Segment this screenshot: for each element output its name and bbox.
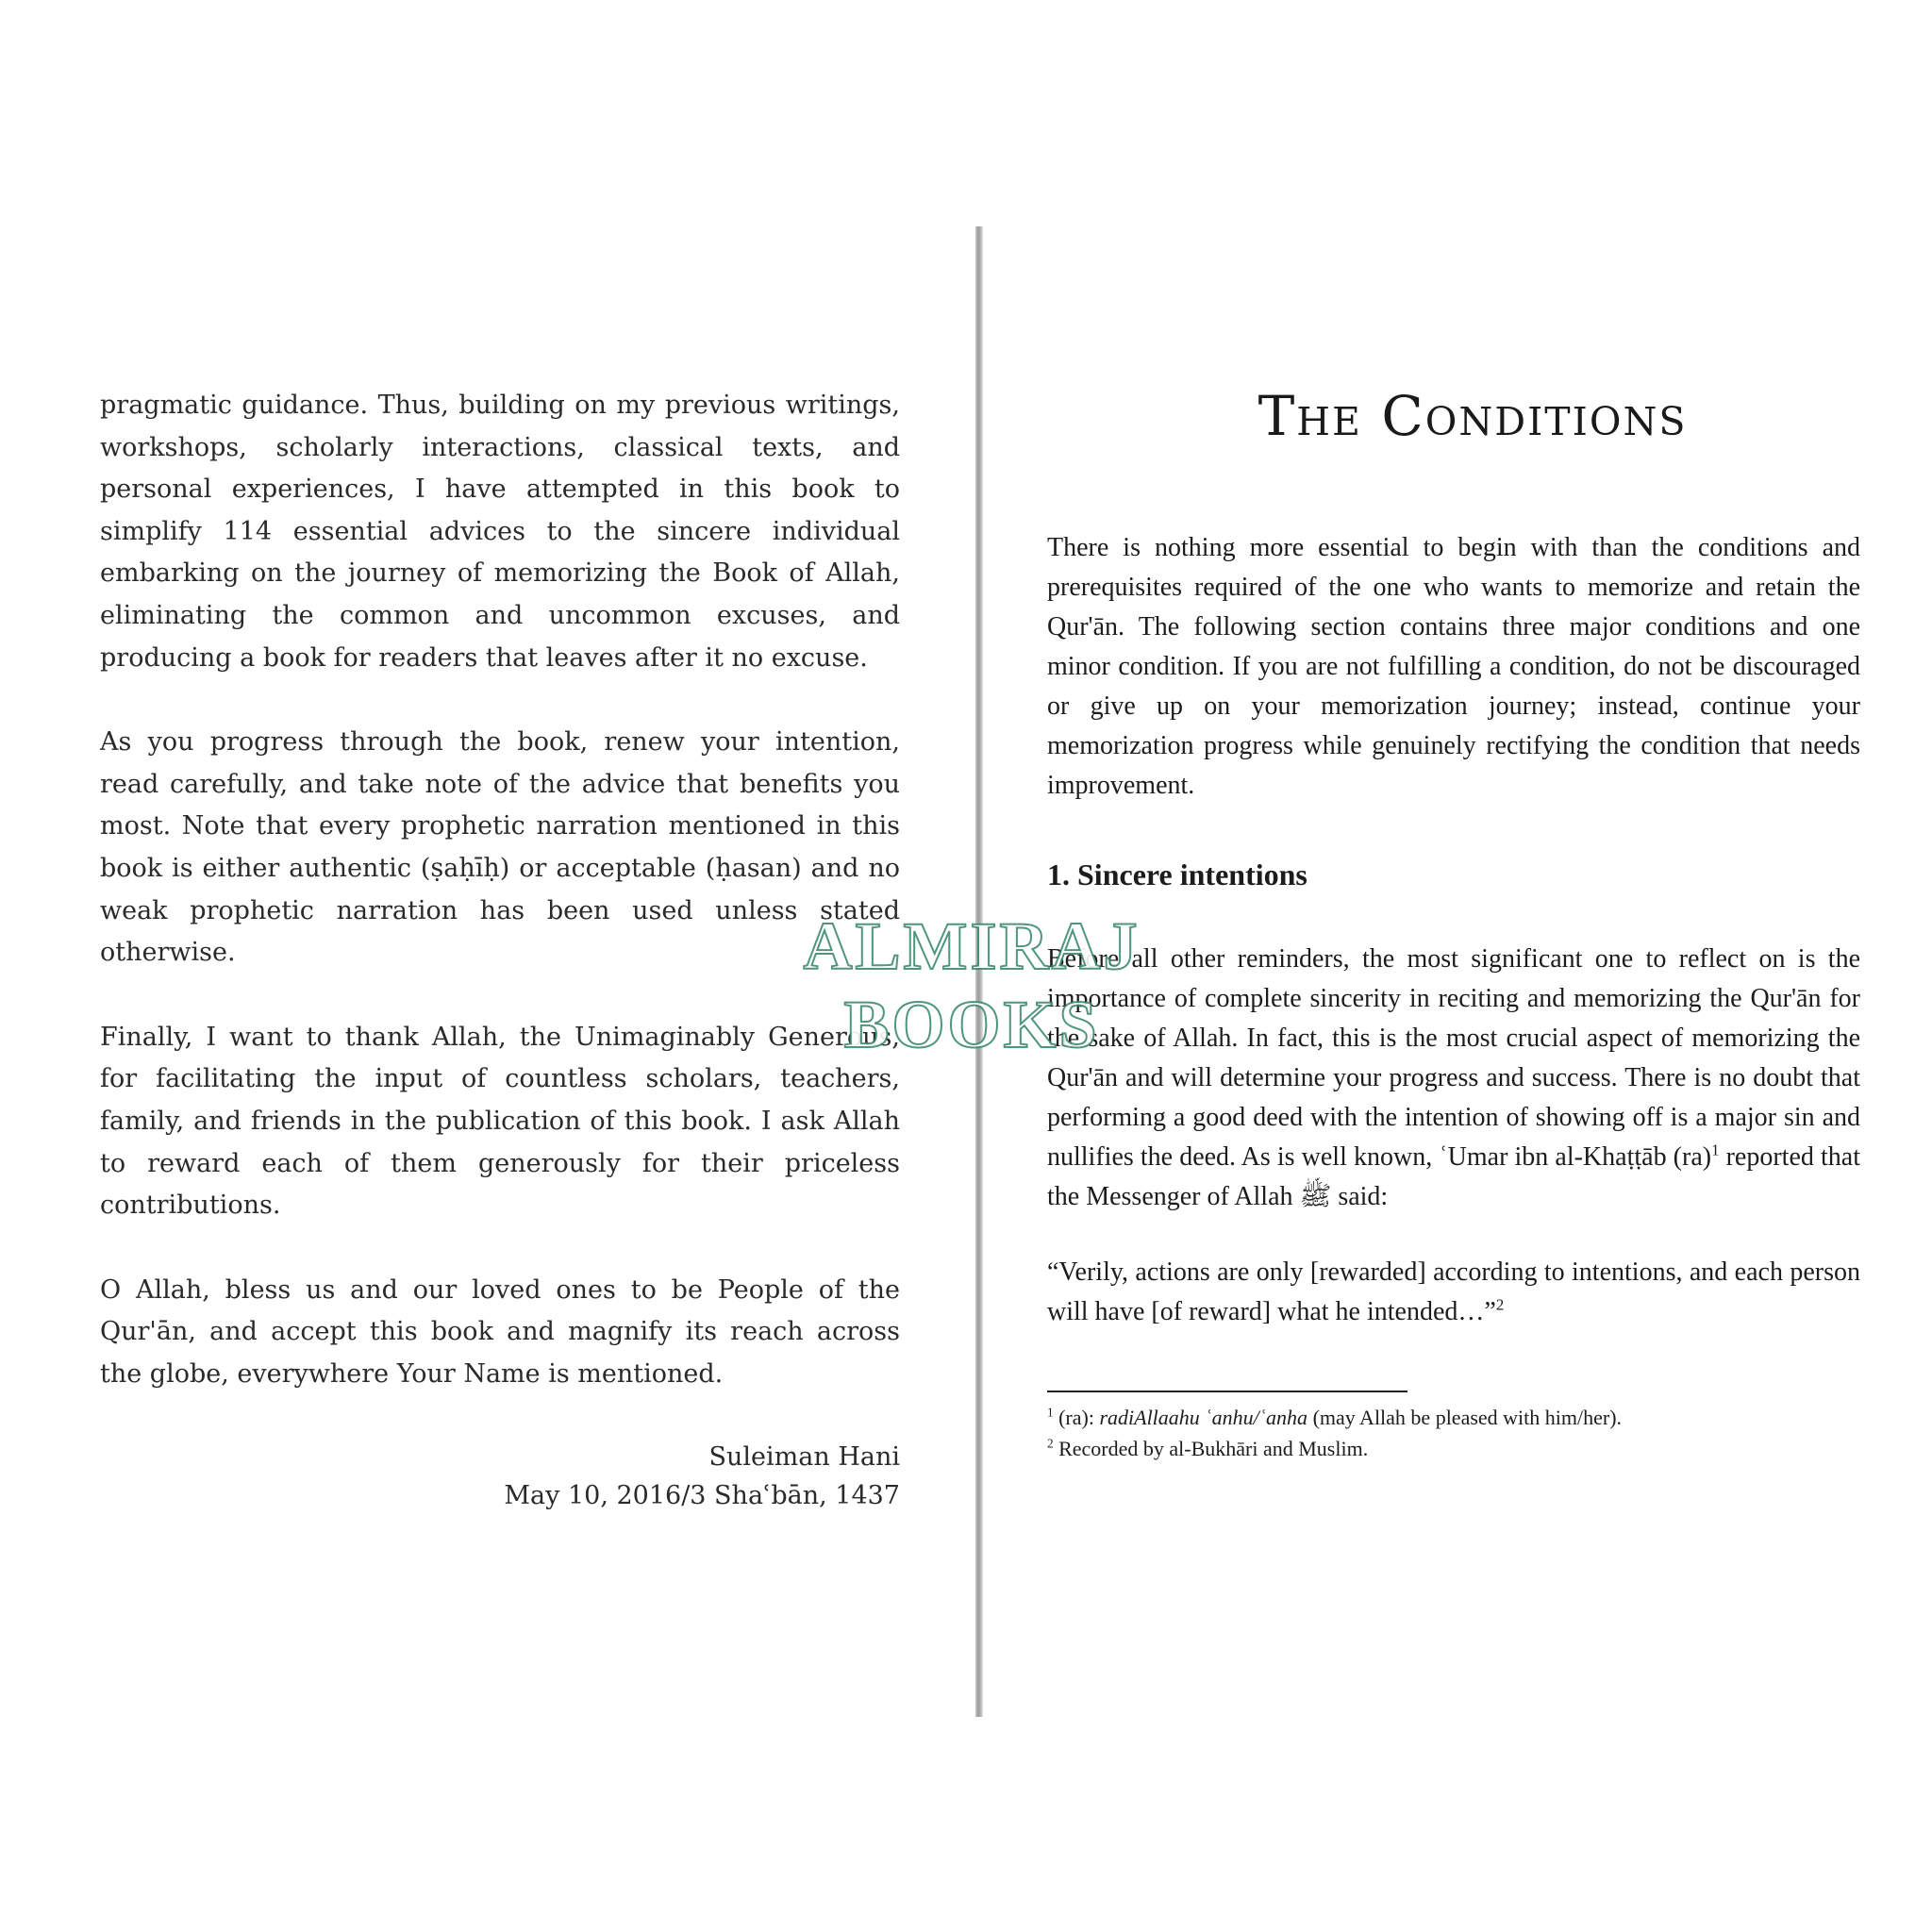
quote-text: “Verily, actions are only [rewarded] according to intentions, and each person will have [of reward] what he intended…” <box>1047 1257 1860 1326</box>
footnote-1 <box>1047 1402 1860 1433</box>
left-paragraph-2: As you progress through the book, renew your intention, read carefully, and take note of the advice that benefits you most. Note that every prophetic narration mentioned in this book is either authentic (ṣaḥīḥ) or acceptable (ḥasan) and no weak prophetic narration has been used unless stated otherwise. <box>100 727 900 968</box>
hadith-quote <box>1047 1253 1860 1332</box>
footnote-divider <box>1047 1391 1407 1392</box>
footnote-text: (may Allah be pleased with him/her). <box>1307 1406 1623 1429</box>
footnote-2 <box>1047 1433 1860 1464</box>
watermark: ALMIRAJ BOOKS <box>803 908 1141 1062</box>
footnote-text: Recorded by al-Bukhāri and Muslim. <box>1058 1437 1369 1460</box>
signature-name: Suleiman Hani <box>708 1442 900 1473</box>
chapter-title: The Conditions <box>1257 384 1688 448</box>
footnote-prefix: (ra): <box>1053 1406 1100 1429</box>
footnote-ref-1: 1 <box>1711 1141 1720 1159</box>
section-heading: 1. Sincere intentions <box>1047 858 1307 891</box>
footnote-italic: radiAllaahu ʿanhu/ʿanha <box>1099 1406 1308 1429</box>
footnote-ref-2: 2 <box>1495 1295 1505 1314</box>
footnote-mark: 1 <box>1047 1405 1054 1420</box>
intro-paragraph: There is nothing more essential to begin with than the conditions and prerequisites required of the one who wants to memorize and retain the Qur'ān. The following section contains three major conditions and one minor condition. If you are not fulfilling a condition, do not be discouraged or give up on your memorization journey; instead, continue your memorization progress while genuinely rectifying the condition that needs improvement. <box>1047 533 1860 800</box>
body-text-part1: Before all other reminders, the most significant one to reflect on is the importance of complete sincerity in reciting and memorizing the Qur'ān for the sake of Allah. In fact, this is the most crucial aspect of memorizing the Qur'ān and will determine your progress and success. There is no doubt that performing a good deed with the intention of showing off is a major sin and nullifies the deed. As is well known, ʿUmar ibn al-Khaṭṭāb (ra) <box>1047 944 1860 1172</box>
footnote-mark: 2 <box>1047 1436 1054 1451</box>
signature <box>100 1438 900 1515</box>
signature-date: May 10, 2016/3 Shaʿbān, 1437 <box>504 1481 900 1511</box>
body-text-part2: reported that the Messenger of Allah ﷺ said: <box>1047 1142 1860 1211</box>
left-paragraph-1: pragmatic guidance. Thus, building on my previous writings, workshops, scholarly interactions, classical texts, and personal experiences, I have attempted in this book to simplify 114 essential advices to the sincere individual embarking on the journey of memorizing the Book of Allah, eliminating the common and uncommon excuses, and producing a book for readers that leaves after it no excuse. <box>100 391 900 673</box>
left-paragraph-4: O Allah, bless us and our loved ones to be People of the Qur'ān, and accept this book and magnify its reach across the globe, everywhere Your Name is mentioned. <box>100 1274 900 1389</box>
footnotes <box>1047 1402 1860 1464</box>
left-paragraph-3: Finally, I want to thank Allah, the Unimaginably Generous, for facilitating the input of countless scholars, teachers, family, and friends in the publication of this book. I ask Allah to reward each of them generously for their priceless contributions. <box>100 1022 900 1221</box>
